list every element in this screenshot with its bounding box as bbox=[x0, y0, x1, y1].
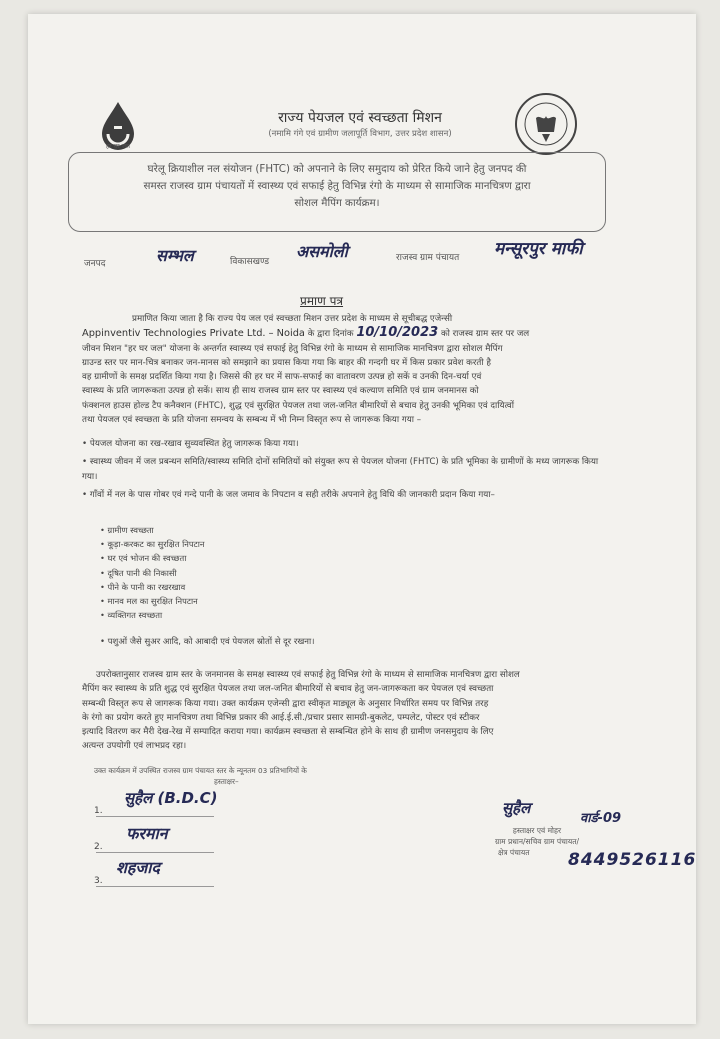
phone-number: 8449526116 bbox=[568, 850, 697, 870]
certificate-paragraph-1 bbox=[82, 312, 612, 427]
program-title-line: घरेलू क्रियाशील नल संयोजन (FHTC) को अपनाने के लिए समुदाय को प्रेरित किये जाने हेतु जनपद की bbox=[147, 163, 527, 175]
paragraph-line: वह ग्रामीणों के समक्ष प्रदर्शित किया गया है। जिससे की हर घर में साफ-सफाई का वातावरण उत्पन्न हो सकें व उनकी दिन-चर्या एवं bbox=[82, 372, 482, 383]
organization-name: राज्य पेयजल एवं स्वच्छता मिशन bbox=[278, 110, 442, 126]
paragraph-line bbox=[82, 326, 612, 341]
paragraph-line: तथा पेयजल एवं स्वच्छता के प्रति योजना समन्वय के सम्बन्ध में भी निम्न विस्तृत रूप से जागरूक किया गया – bbox=[82, 415, 422, 426]
awareness-bullets bbox=[82, 437, 612, 506]
date-suffix: को राजस्व ग्राम स्तर पर जल bbox=[440, 329, 530, 340]
paragraph-line: इत्यादि वितरण कर मैरी देख-रेख में सम्पादित कराया गया। कार्यक्रम स्वच्छता से सम्बन्धित होने के साथ ही ग्रामीण जनसमुदाय के लिए bbox=[82, 727, 494, 738]
ward-number: वार्ड-09 bbox=[580, 811, 622, 826]
list-item: • पशुओं जैसे सुअर आदि, को आबादी एवं पेयजल स्रोतों से दूर रखना। bbox=[100, 637, 315, 647]
certificate-title: प्रमाण पत्र bbox=[300, 294, 344, 308]
panchayat-label: राजस्व ग्राम पंचायत bbox=[396, 253, 460, 263]
paragraph-line: ग्राउन्ड स्तर पर मान-चित्र बनाकर जन-मानस को समझाने का प्रयास किया गया कि बाहर की गन्दगी घर में किस प्रकार प्रवेश करती है bbox=[82, 357, 491, 368]
pradhan-signature: सुहैल bbox=[502, 799, 531, 817]
block-value: असमोली bbox=[296, 242, 348, 261]
participants-heading: उक्त कार्यक्रम में उपस्थित राजस्व ग्राम पंचायत स्तर के न्यूनतम 03 प्रतिभागियों के हस्ताक्षर– bbox=[94, 766, 307, 786]
sanitation-topic-list bbox=[100, 525, 520, 624]
list-item: • पीने के पानी का रखरखाव bbox=[100, 581, 186, 592]
bullet-item: • गाँवों में नल के पास गोबर एवं गन्दे पानी के जल जमाव के निपटान व सही तरीके अपनाने हेतु विधि की जानकारी प्रदान किया गया– bbox=[82, 489, 495, 500]
program-title-line: सोशल मैपिंग कार्यक्रम। bbox=[294, 197, 380, 209]
program-title-box bbox=[68, 152, 606, 232]
paragraph-line: जीवन मिशन "हर घर जल" योजना के अन्तर्गत स्वास्थ्य एवं सफाई हेतु विभिन्न रंगो के माध्यम से सामाजिक मानचित्रण द्वारा सोशल मैपिंग bbox=[82, 343, 503, 354]
list-item: • मानव मल का सुरक्षित निपटान bbox=[100, 595, 198, 606]
signature-line bbox=[96, 852, 214, 853]
list-item: • दूषित पानी की निकासी bbox=[100, 567, 177, 578]
participant-signature: फरमान bbox=[126, 824, 168, 843]
district-value: सम्भल bbox=[156, 246, 194, 265]
list-item: • ग्रामीण स्वच्छता bbox=[100, 525, 154, 535]
date-prefix: के द्वारा दिनांक bbox=[307, 329, 354, 340]
paragraph-line: सम्बन्धी विस्तृत रूप से जागरूक किया गया। उक्त कार्यक्रम एजेन्सी द्वारा स्वीकृत माड्यूल के अनुसार निर्धारित समय पर विभिन्न तरह bbox=[82, 698, 489, 709]
paragraph-line: प्रमाणित किया जाता है कि राज्य पेय जल एवं स्वच्छता मिशन उत्तर प्रदेश के माध्यम से सूचीबद्ध एजेन्सी bbox=[132, 314, 453, 324]
paragraph-line: फंक्शनल हाउस होल्ड टैप कनैक्शन (FHTC), शुद्ध एवं सुरक्षित पेयजल तथा जल-जनित बीमारियों से बचाव हेतु उनकी भूमिका एवं दायित्वों bbox=[82, 400, 514, 411]
participant-number: 1. bbox=[94, 806, 103, 816]
agency-name: Appinventiv Technologies Private Ltd. – Noida bbox=[82, 328, 305, 340]
certificate-paragraph-2 bbox=[82, 668, 612, 754]
participant-signature: सुहैल (B.D.C) bbox=[124, 789, 218, 807]
signature-line bbox=[96, 816, 214, 817]
participant-number: 3. bbox=[94, 876, 103, 886]
signature-line bbox=[96, 886, 214, 887]
list-item: • घर एवं भोजन की स्वच्छता bbox=[100, 553, 187, 564]
list-item: • व्यक्तिगत स्वच्छता bbox=[100, 610, 163, 621]
paragraph-line: के रंगो का प्रयोग करते हुए मानचित्रण तथा विभिन्न प्रकार की आई.ई.सी./प्रचार प्रसार सामग्री-बुकलेट, पम्पलेट, पोस्टर एवं स्टीकर bbox=[82, 712, 480, 723]
organization-subtitle: (नमामि गंगे एवं ग्रामीण जलापूर्ति विभाग, उत्तर प्रदेश शासन) bbox=[268, 129, 452, 139]
location-fields bbox=[84, 238, 644, 270]
participant-signature: शहजाद bbox=[116, 858, 160, 877]
signature-block: हस्ताक्षर एवं मोहर ग्राम प्रधान/सचिव ग्राम पंचायत/ क्षेत्र पंचायत bbox=[494, 826, 580, 857]
program-date: 10/10/2023 bbox=[356, 325, 439, 341]
paragraph-line: मैपिंग कर स्वास्थ्य के प्रति शुद्ध एवं सुरक्षित पेयजल तथा जल-जनित बीमारियों से बचाव हेतु जन-जागरूकता कर पेयजल एवं स्वच्छता bbox=[82, 684, 494, 695]
logo-caption: हर घर जल bbox=[106, 143, 130, 150]
block-label: विकासखण्ड bbox=[230, 257, 270, 267]
bullet-item: • स्वास्थ्य जीवन में जल प्रबन्धन समिति/स्वास्थ्य समिति दोनों समितियों को संयुक्त रूप से पेयजल योजना (FHTC) के प्रति भूमिका के ग्रामीणों के मध्य जागरूक किया गया। bbox=[82, 457, 599, 482]
district-label: जनपद bbox=[84, 259, 106, 269]
bullet-item: • पेयजल योजना का रख-रखाव सुव्यवस्थित हेतु जागरूक किया गया। bbox=[82, 439, 299, 449]
participant-number: 2. bbox=[94, 842, 103, 852]
program-title-line: समस्त राजस्व ग्राम पंचायतों में स्वास्थ्य एवं सफाई हेतु विभिन्न रंगो के माध्यम से सामाजिक मानचित्रण द्वारा bbox=[143, 180, 531, 192]
panchayat-value: मन्सूरपुर माफी bbox=[494, 239, 583, 259]
paragraph-line: स्वास्थ्य के प्रति जागरूकता उत्पन्न हो सकें। साथ ही साथ राजस्व ग्राम स्तर पर स्वास्थ्य एवं कल्याण समिति एवं ग्राम जनमानस को bbox=[82, 386, 479, 397]
paragraph-line: अत्यन्त उपयोगी एवं लाभप्रद रहा। bbox=[82, 741, 187, 752]
list-item: • कूड़ा-करकट का सुरक्षित निपटान bbox=[100, 539, 205, 550]
paragraph-line: उपरोक्तानुसार राजस्व ग्राम स्तर के जनमानस के समक्ष स्वास्थ्य एवं सफाई हेतु विभिन्न रंगो के माध्यम से सामाजिक मानचित्रण द्वारा सोशल bbox=[96, 670, 520, 680]
